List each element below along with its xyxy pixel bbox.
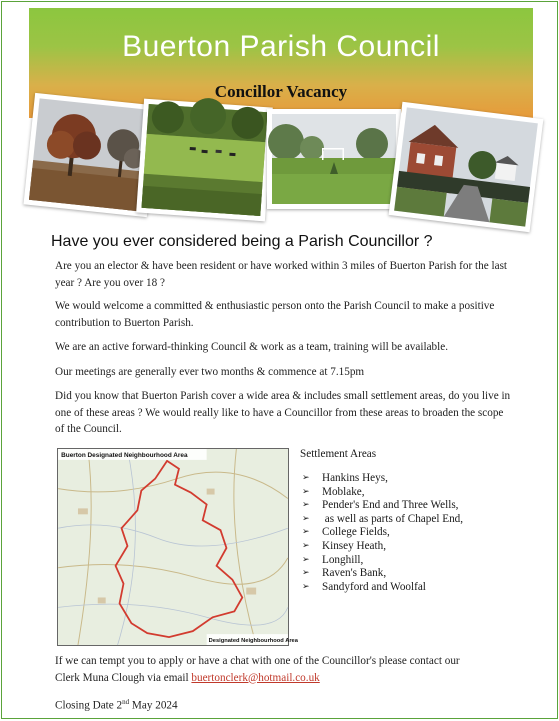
photo-playing-field — [267, 109, 401, 209]
list-item: ➢ Sandyford and Woolfal — [302, 580, 426, 593]
autumn-trees-image — [29, 98, 153, 211]
map-image — [58, 449, 298, 645]
arrow-bullet-icon: ➢ — [302, 500, 310, 511]
welcome-paragraph: We would welcome a committed & enthusiastic person onto the Parish Council to make a positive contribution to Buerton Parish. — [55, 300, 495, 329]
list-item: ➢ Pender's End and Three Wells, — [302, 499, 459, 512]
list-item: ➢ Kinsey Heath, — [302, 539, 387, 552]
team-paragraph: We are an active forward-thinking Council & work as a team, training will be available. — [55, 341, 449, 353]
map-title-label: Buerton Designated Neighbourhood Area — [61, 451, 188, 459]
arrow-bullet-icon: ➢ — [302, 513, 310, 524]
field-cattle-image — [142, 104, 268, 216]
clerk-email-link[interactable]: buertonclerk@hotmail.co.uk — [191, 671, 320, 684]
contact-paragraph — [55, 653, 525, 686]
list-item: ➢ Moblake, — [302, 485, 365, 498]
settlement-areas-title: Settlement Areas — [300, 448, 377, 460]
arrow-bullet-icon: ➢ — [302, 581, 310, 592]
list-item: ➢ Raven's Bank, — [302, 567, 387, 580]
brick-house-image — [394, 107, 538, 226]
closing-date: Closing Date 2nd May 2024 — [55, 698, 178, 712]
contact-line-2: Clerk Muna Clough via email buertonclerk@hotmail.co.uk — [55, 671, 320, 684]
arrow-bullet-icon: ➢ — [302, 473, 310, 483]
meetings-paragraph: Our meetings are generally ever two months & commence at 7.15pm — [55, 366, 365, 378]
flyer-page — [1, 1, 558, 719]
photo-brick-house — [389, 102, 544, 232]
list-item: ➢ Longhill, — [302, 553, 364, 566]
list-item: ➢ as well as parts of Chapel End, — [302, 512, 464, 525]
arrow-bullet-icon: ➢ — [302, 554, 310, 565]
list-item: ➢ Hankins Heys, — [302, 472, 388, 484]
photo-field-cattle — [136, 99, 273, 222]
arrow-bullet-icon: ➢ — [302, 540, 310, 551]
vacancy-subtitle: Concillor Vacancy — [214, 82, 348, 101]
map-legend-label: Designated Neighbourhood Area — [208, 638, 298, 645]
contact-line-1: If we can tempt you to apply or have a chat with one of the Councillor's please contact our — [55, 655, 460, 667]
arrow-bullet-icon: ➢ — [302, 486, 310, 497]
playing-field-image — [272, 114, 396, 204]
settlement-areas-list — [302, 472, 463, 594]
council-title: Buerton Parish Council — [122, 30, 440, 63]
settlements-paragraph: Did you know that Buerton Parish cover a wide area & includes small settlement areas, do you live in one of these areas ? We would really like to have a Councillor from these areas to broaden the scope of the Council. — [55, 390, 511, 435]
list-item: ➢ College Fields, — [302, 526, 390, 539]
neighbourhood-area-map — [57, 448, 298, 646]
arrow-bullet-icon: ➢ — [302, 527, 310, 538]
arrow-bullet-icon: ➢ — [302, 568, 310, 579]
main-heading: Have you ever considered being a Parish Councillor ? — [51, 233, 433, 250]
eligibility-paragraph: Are you an elector & have been resident or have worked within 3 miles of Buerton Parish for the last year ? Are you over 18 ? — [55, 260, 508, 289]
